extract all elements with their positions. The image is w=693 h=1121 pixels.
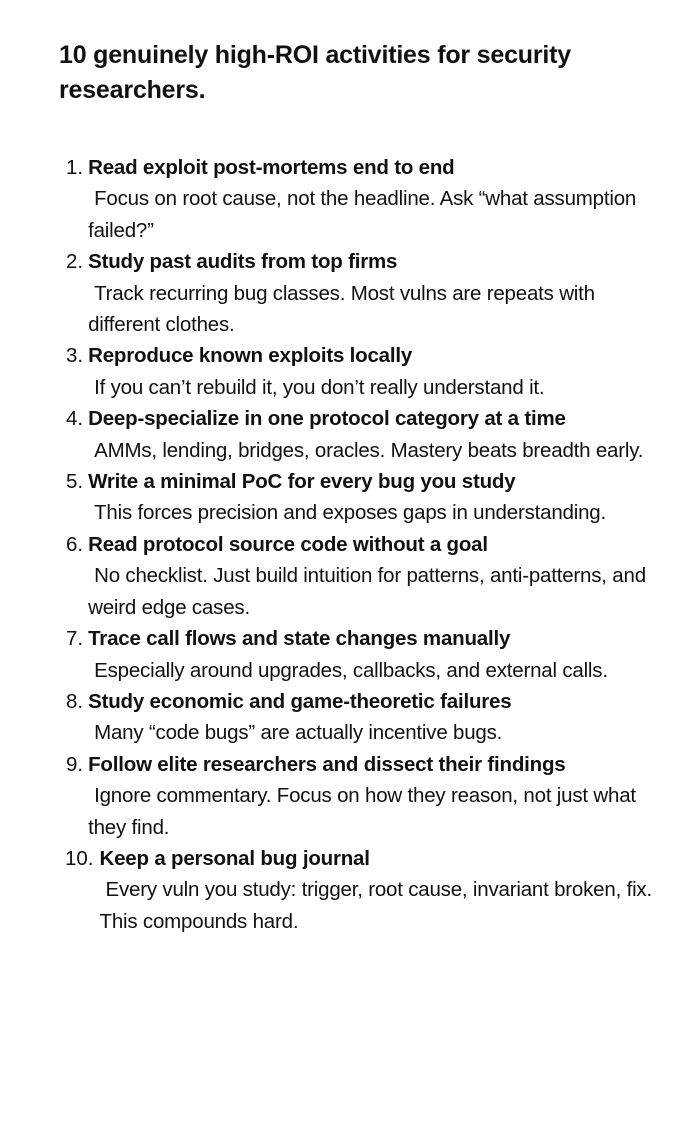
item-heading: Read exploit post-mortems end to end (88, 156, 455, 179)
list-item (59, 152, 653, 246)
item-heading: Reproduce known exploits locally (88, 344, 413, 368)
item-description: Every vuln you study: trigger, root cause, invariant broken, fix. This compounds hard. (99, 878, 652, 933)
item-number: 7. (66, 627, 84, 651)
item-number: 1. (66, 156, 84, 179)
item-number: 10. (65, 846, 94, 870)
item-number: 8. (66, 689, 84, 713)
list-item (59, 686, 653, 749)
item-number: 5. (66, 470, 84, 494)
item-number: 2. (66, 250, 84, 274)
item-description: Ignore commentary. Focus on how they reason, not just what they find. (88, 784, 636, 839)
item-number: 3. (66, 344, 84, 368)
item-heading: Read protocol source code without a goal (88, 532, 488, 556)
item-number: 4. (66, 407, 84, 431)
item-heading: Deep-specialize in one protocol category at a time (88, 407, 566, 431)
item-number: 9. (66, 752, 84, 776)
item-heading: Study past audits from top firms (88, 250, 398, 274)
list-item (59, 466, 653, 529)
item-heading: Write a minimal PoC for every bug you study (88, 470, 516, 494)
item-description: Focus on root cause, not the headline. Ask “what assumption failed?” (88, 187, 637, 242)
item-description: AMMs, lending, bridges, oracles. Mastery beats breadth early. (94, 438, 644, 462)
item-description: If you can’t rebuild it, you don’t really understand it. (94, 375, 545, 399)
list-item (59, 623, 653, 686)
item-heading: Study economic and game-theoretic failures (88, 689, 512, 713)
list-item (59, 843, 653, 937)
list-item (59, 246, 653, 340)
list-item (59, 403, 653, 466)
item-description: Many “code bugs” are actually incentive bugs. (94, 721, 503, 745)
page-title: 10 genuinely high-ROI activities for security researchers. (59, 41, 571, 104)
item-number: 6. (66, 532, 84, 556)
activity-list (59, 152, 653, 937)
item-heading: Trace call flows and state changes manually (88, 627, 511, 651)
item-description: Track recurring bug classes. Most vulns are repeats with different clothes. (88, 281, 595, 337)
list-item (59, 749, 653, 843)
item-description: This forces precision and exposes gaps in understanding. (94, 501, 606, 525)
item-heading: Follow elite researchers and dissect their findings (88, 752, 566, 776)
list-item (59, 529, 653, 623)
item-description: Especially around upgrades, callbacks, and external calls. (94, 658, 608, 682)
list-item (59, 340, 653, 403)
item-heading: Keep a personal bug journal (99, 846, 370, 870)
item-description: No checklist. Just build intuition for patterns, anti-patterns, and weird edge cases. (88, 564, 646, 619)
